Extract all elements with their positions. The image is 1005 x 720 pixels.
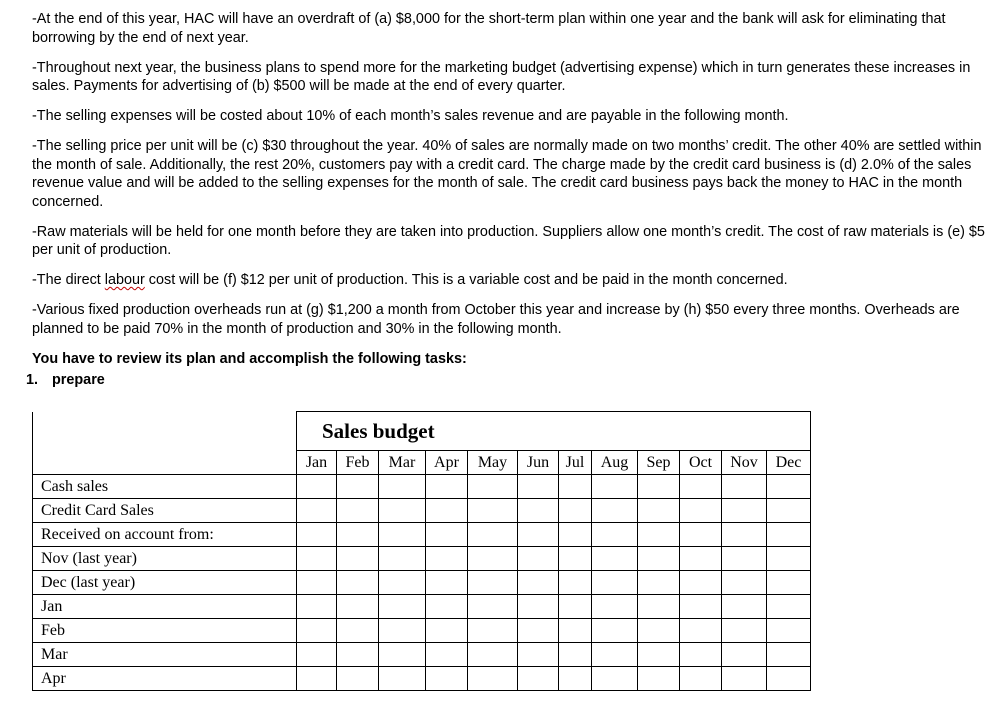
table-row — [33, 595, 811, 619]
table-cell[interactable] — [592, 619, 638, 643]
table-cell[interactable] — [638, 547, 680, 571]
table-cell[interactable] — [592, 499, 638, 523]
table-row — [33, 619, 811, 643]
month-header-mar: Mar — [379, 451, 426, 475]
table-row — [33, 667, 811, 691]
table-cell[interactable] — [518, 595, 559, 619]
table-cell[interactable] — [379, 499, 426, 523]
row-label: Nov (last year) — [33, 547, 297, 571]
table-cell[interactable] — [767, 667, 811, 691]
table-cell[interactable] — [638, 643, 680, 667]
table-cell[interactable] — [592, 523, 638, 547]
paragraph-selling-price: -The selling price per unit will be (c) $30 throughout the year. 40% of sales are normally made on two months’ credit. The other 40% are settled within the month of sale. Additionally, the rest 20%, customers pay with a credit card. The charge made by the credit card business is (d) 2.0% of the sales revenue value and will be added to the selling expenses for the month of sale. The credit card business pays back the money to HAC in the month concerned. — [32, 138, 982, 210]
table-cell[interactable] — [680, 499, 722, 523]
table-cell[interactable] — [337, 643, 379, 667]
table-cell[interactable] — [559, 619, 592, 643]
table-cell[interactable] — [297, 619, 337, 643]
table-cell[interactable] — [680, 547, 722, 571]
table-cell[interactable] — [426, 667, 468, 691]
table-cell[interactable] — [767, 499, 811, 523]
row-label: Apr — [33, 667, 297, 691]
table-cell[interactable] — [337, 571, 379, 595]
table-cell[interactable] — [767, 547, 811, 571]
table-cell[interactable] — [680, 523, 722, 547]
table-cell[interactable] — [722, 667, 767, 691]
month-header-dec: Dec — [767, 451, 811, 475]
table-cell[interactable] — [379, 667, 426, 691]
table-cell[interactable] — [468, 475, 518, 499]
table-cell[interactable] — [297, 595, 337, 619]
table-cell[interactable] — [337, 499, 379, 523]
table-row — [33, 499, 811, 523]
month-header-jul: Jul — [559, 451, 592, 475]
table-cell[interactable] — [722, 643, 767, 667]
row-label: Jan — [33, 595, 297, 619]
table-cell[interactable] — [638, 619, 680, 643]
table-cell[interactable] — [559, 523, 592, 547]
month-header-may: May — [468, 451, 518, 475]
table-cell[interactable] — [518, 571, 559, 595]
row-label: Credit Card Sales — [33, 499, 297, 523]
paragraph-overheads: -Various fixed production overheads run at (g) $1,200 a month from October this year and increase by (h) $50 every three months. Overheads are planned to be paid 70% in the month of production and 30% in the following month. — [32, 302, 960, 337]
table-cell[interactable] — [722, 547, 767, 571]
sales-budget-table — [32, 411, 811, 691]
table-cell[interactable] — [337, 547, 379, 571]
table-cell[interactable] — [518, 499, 559, 523]
task-number: 1. — [26, 372, 39, 388]
paragraph-selling-expenses: -The selling expenses will be costed about 10% of each month’s sales revenue and are payable in the following month. — [32, 108, 789, 124]
table-cell[interactable] — [722, 619, 767, 643]
table-cell[interactable] — [680, 571, 722, 595]
table-cell[interactable] — [468, 619, 518, 643]
table-cell[interactable] — [337, 475, 379, 499]
table-cell[interactable] — [379, 523, 426, 547]
table-cell[interactable] — [337, 619, 379, 643]
table-cell[interactable] — [297, 643, 337, 667]
table-cell[interactable] — [638, 475, 680, 499]
table-cell[interactable] — [468, 667, 518, 691]
table-cell[interactable] — [767, 595, 811, 619]
table-cell[interactable] — [767, 475, 811, 499]
table-row — [33, 643, 811, 667]
table-cell[interactable] — [426, 571, 468, 595]
table-row — [33, 475, 811, 499]
table-cell[interactable] — [680, 595, 722, 619]
table-cell[interactable] — [722, 571, 767, 595]
table-cell[interactable] — [379, 547, 426, 571]
table-row — [33, 547, 811, 571]
table-cell[interactable] — [592, 595, 638, 619]
table-cell[interactable] — [680, 667, 722, 691]
table-cell[interactable] — [592, 547, 638, 571]
task-heading: You have to review its plan and accomplish the following tasks: — [32, 350, 467, 367]
table-cell[interactable] — [638, 571, 680, 595]
table-cell[interactable] — [592, 667, 638, 691]
task-list-item — [26, 372, 105, 388]
month-header-aug: Aug — [592, 451, 638, 475]
table-cell[interactable] — [297, 523, 337, 547]
table-cell[interactable] — [638, 523, 680, 547]
table-cell[interactable] — [680, 619, 722, 643]
task-text: prepare — [52, 372, 105, 388]
month-header-jun: Jun — [518, 451, 559, 475]
table-cell[interactable] — [559, 667, 592, 691]
month-header-apr: Apr — [426, 451, 468, 475]
paragraph-overdraft: -At the end of this year, HAC will have an overdraft of (a) $8,000 for the short-term plan within one year and the bank will ask for eliminating that borrowing by the end of next year. — [32, 11, 946, 46]
table-cell[interactable] — [638, 595, 680, 619]
table-cell[interactable] — [767, 619, 811, 643]
table-cell[interactable] — [592, 475, 638, 499]
table-cell[interactable] — [426, 523, 468, 547]
table-cell[interactable] — [592, 571, 638, 595]
table-cell[interactable] — [518, 475, 559, 499]
table-cell[interactable] — [592, 643, 638, 667]
table-cell[interactable] — [426, 499, 468, 523]
table-cell[interactable] — [680, 643, 722, 667]
table-cell[interactable] — [426, 595, 468, 619]
table-cell[interactable] — [518, 547, 559, 571]
month-header-oct: Oct — [680, 451, 722, 475]
table-cell[interactable] — [379, 619, 426, 643]
table-cell[interactable] — [518, 643, 559, 667]
table-cell[interactable] — [379, 475, 426, 499]
header-blank-cell — [33, 451, 297, 475]
document-body — [32, 10, 987, 380]
table-cell[interactable] — [337, 595, 379, 619]
table-cell[interactable] — [426, 475, 468, 499]
paragraph-marketing: -Throughout next year, the business plans to spend more for the marketing budget (advertising expense) which in turn generates these increases in sales. Payments for advertising of (b) $500 will be made at the end of every quarter. — [32, 59, 971, 94]
table-cell[interactable] — [426, 643, 468, 667]
labour-text-before: -The direct — [32, 272, 105, 288]
table-title: Sales budget — [322, 418, 435, 443]
table-cell[interactable] — [518, 523, 559, 547]
table-title-cell — [297, 412, 811, 451]
table-cell[interactable] — [468, 595, 518, 619]
month-header-sep: Sep — [638, 451, 680, 475]
table-cell[interactable] — [722, 595, 767, 619]
row-label: Dec (last year) — [33, 571, 297, 595]
table-cell[interactable] — [379, 643, 426, 667]
table-cell[interactable] — [559, 571, 592, 595]
month-header-nov: Nov — [722, 451, 767, 475]
row-label: Received on account from: — [33, 523, 297, 547]
labour-text-after: cost will be (f) $12 per unit of production. This is a variable cost and be paid in the month concerned. — [144, 272, 788, 288]
table-cell[interactable] — [337, 667, 379, 691]
table-cell[interactable] — [379, 571, 426, 595]
spellcheck-flagged-word[interactable]: labour — [104, 272, 145, 288]
table-cell[interactable] — [297, 475, 337, 499]
table-cell[interactable] — [559, 547, 592, 571]
table-cell[interactable] — [468, 643, 518, 667]
table-cell[interactable] — [638, 499, 680, 523]
table-cell[interactable] — [468, 523, 518, 547]
table-cell[interactable] — [722, 523, 767, 547]
table-cell[interactable] — [468, 499, 518, 523]
table-cell[interactable] — [722, 475, 767, 499]
table-cell[interactable] — [297, 547, 337, 571]
table-cell[interactable] — [559, 595, 592, 619]
table-cell[interactable] — [767, 643, 811, 667]
table-cell[interactable] — [468, 547, 518, 571]
table-cell[interactable] — [559, 643, 592, 667]
month-header-feb: Feb — [337, 451, 379, 475]
table-cell[interactable] — [559, 499, 592, 523]
row-label: Feb — [33, 619, 297, 643]
row-label: Cash sales — [33, 475, 297, 499]
table-row — [33, 523, 811, 547]
table-cell[interactable] — [680, 475, 722, 499]
table-cell[interactable] — [426, 547, 468, 571]
table-cell[interactable] — [638, 667, 680, 691]
month-header-row — [33, 451, 811, 475]
table-cell[interactable] — [518, 667, 559, 691]
table-cell[interactable] — [518, 619, 559, 643]
table-cell[interactable] — [426, 619, 468, 643]
table-cell[interactable] — [722, 499, 767, 523]
table-cell[interactable] — [297, 667, 337, 691]
table-cell[interactable] — [297, 499, 337, 523]
table-cell[interactable] — [559, 475, 592, 499]
title-left-cell — [33, 412, 297, 451]
table-cell[interactable] — [297, 571, 337, 595]
table-cell[interactable] — [468, 571, 518, 595]
month-header-jan: Jan — [297, 451, 337, 475]
table-cell[interactable] — [767, 523, 811, 547]
paragraph-labour — [32, 271, 987, 290]
table-row — [33, 571, 811, 595]
row-label: Mar — [33, 643, 297, 667]
paragraph-raw-materials: -Raw materials will be held for one month before they are taken into production. Suppliers allow one month’s credit. The cost of raw materials is (e) $5 per unit of production. — [32, 223, 985, 258]
table-cell[interactable] — [767, 571, 811, 595]
table-cell[interactable] — [337, 523, 379, 547]
table-cell[interactable] — [379, 595, 426, 619]
